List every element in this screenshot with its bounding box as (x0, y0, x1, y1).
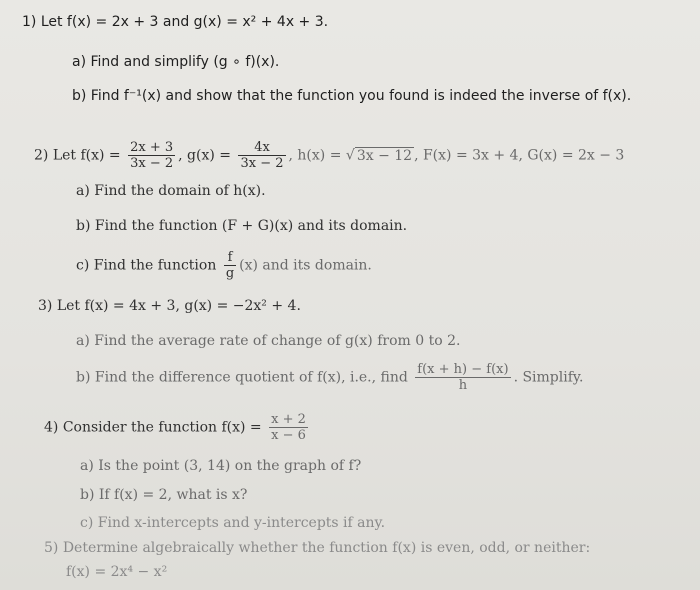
problem-4-lead: 4) Consider the function f(x) = (44, 419, 262, 436)
problem-3a: a) Find the average rate of change of g(x) from 0 to 2. (76, 333, 461, 349)
problem-3-stem: 3) Let f(x) = 4x + 3, g(x) = −2x² + 4. (38, 298, 301, 314)
p4-denominator: x − 6 (271, 428, 306, 443)
problem-3b-tail: . Simplify. (513, 369, 584, 386)
problem-5-function: f(x) = 2x⁴ − x² (66, 564, 168, 580)
problem-2-lead: 2) Let f(x) = (34, 147, 121, 164)
g-lead: , g(x) = (178, 147, 232, 164)
h-radicand: 3x − 12 (356, 147, 413, 164)
f-denominator: 3x − 2 (130, 156, 174, 171)
fg-numerator: f (224, 250, 236, 266)
h-lead: , h(x) = (288, 147, 342, 164)
g-fraction (238, 140, 285, 171)
dq-denominator: h (458, 378, 468, 393)
problem-4a: a) Is the point (3, 14) on the graph of f? (80, 458, 362, 474)
problem-3b-lead: b) Find the difference quotient of f(x), i.e., find (76, 369, 408, 386)
f-numerator: 2x + 3 (130, 140, 174, 155)
problem-4-stem (44, 412, 311, 443)
p4-numerator: x + 2 (271, 412, 306, 427)
problem-1a: a) Find and simplify (g ∘ f)(x). (72, 54, 280, 70)
fg-denominator: g (225, 266, 235, 281)
dq-numerator: f(x + h) − f(x) (417, 362, 509, 377)
f-over-g-fraction (224, 250, 236, 281)
problem-2a: a) Find the domain of h(x). (76, 183, 266, 199)
problem-4b: b) If f(x) = 2, what is x? (80, 487, 248, 503)
problem-2-rest: , F(x) = 3x + 4, G(x) = 2x − 3 (414, 147, 625, 164)
problem-2c (76, 250, 372, 281)
problem-4c: c) Find x-intercepts and y-intercepts if any. (80, 515, 386, 531)
problem-2c-tail: (x) and its domain. (239, 257, 372, 274)
problem-1-stem: 1) Let f(x) = 2x + 3 and g(x) = x² + 4x + 3. (22, 14, 329, 30)
problem-2-stem (34, 140, 624, 171)
problem-5-stem: 5) Determine algebraically whether the function f(x) is even, odd, or neither: (44, 540, 591, 556)
problem-3b (76, 362, 583, 393)
g-denominator: 3x − 2 (240, 156, 284, 171)
problem-1b: b) Find f⁻¹(x) and show that the function you found is indeed the inverse of f(x). (72, 88, 632, 104)
p4-fraction (269, 412, 308, 443)
problem-2b: b) Find the function (F + G)(x) and its domain. (76, 218, 408, 234)
f-fraction (128, 140, 175, 171)
problem-2c-lead: c) Find the function (76, 257, 217, 274)
difference-quotient-fraction (415, 362, 510, 393)
sqrt-sign: √ (345, 147, 355, 164)
g-numerator: 4x (238, 140, 285, 156)
